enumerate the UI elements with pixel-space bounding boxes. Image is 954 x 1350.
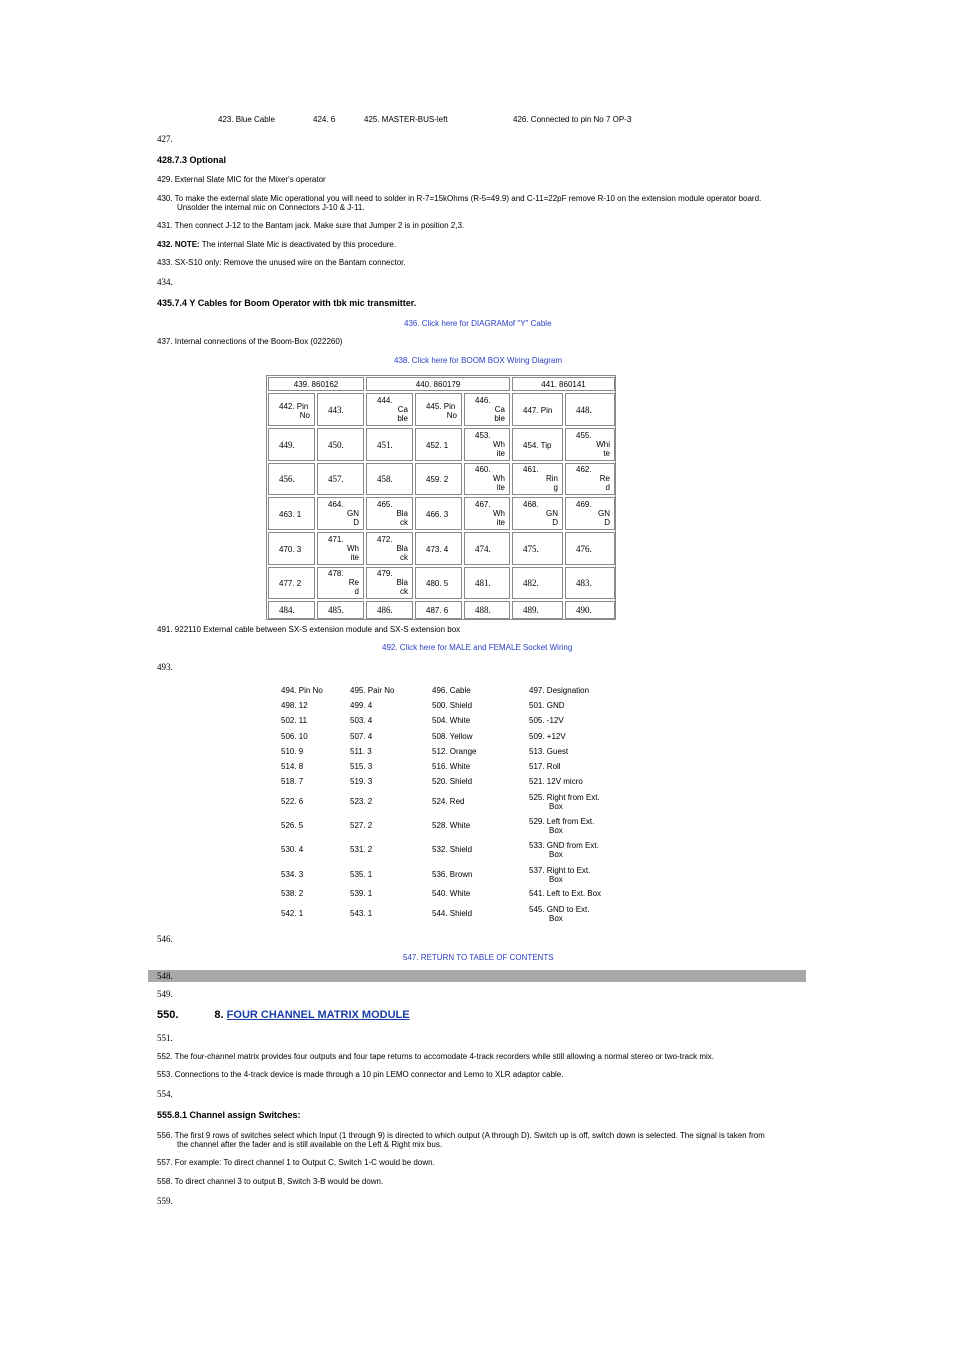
para-549: 549. [157,989,173,999]
para-430-cont: Unsolder the internal mic on Connectors J-10 & J-11. [177,203,365,212]
table-cell-text: ble [494,414,505,423]
pin-table-cell: Box [549,826,563,835]
table-cell-text: 486. [377,605,393,615]
para-434: 434. [157,277,173,287]
para-430: 430. To make the external slate Mic operational you will need to solder in R-7=15kOhms (R-5=49.9) and C-11=22pF remove R-10 on the extension module operator board. [157,194,762,203]
pin-table-cell: 519. 3 [350,777,373,786]
table-cell-text: 465. [377,500,393,509]
table-cell-text: 476. [576,544,592,554]
table-cell [268,601,315,619]
pin-table-cell: 514. 8 [281,762,304,771]
table-cell [464,428,510,461]
table-cell [565,567,615,599]
pin-table-cell: 517. Roll [529,762,561,771]
table-cell [512,532,563,565]
table-cell-text: ite [496,483,505,492]
table-cell-text: Re [599,474,610,483]
table-cell-text: 457. [328,474,344,484]
table-cell-text: 478. [328,569,344,578]
table-cell [512,497,563,530]
table-cell-text: D [604,518,610,527]
table-header-cell [268,377,364,391]
table-cell [565,532,615,565]
link-return-toc[interactable]: 547. RETURN TO TABLE OF CONTENTS [403,953,554,962]
pin-table-cell: 508. Yellow [432,732,473,741]
table-cell-text: Ca [397,405,408,414]
pin-table-cell: 507. 4 [350,732,373,741]
pin-table-cell: 545. GND to Ext. [529,905,590,914]
table-cell [317,393,364,426]
para-551: 551. [157,1033,173,1043]
table-cell-text: 455. [576,431,592,440]
pin-table-cell: 536. Brown [432,870,473,879]
pin-table-cell: 496. Cable [432,686,471,695]
table-cell [268,497,315,530]
table-cell-text: 488. [475,605,491,615]
pin-table-cell: 512. Orange [432,747,477,756]
table-cell-text: 479. [377,569,393,578]
para-491: 491. 922110 External cable between SX-S extension module and SX-S extension box [157,625,461,634]
table-cell [415,497,462,530]
para-554: 554. [157,1089,173,1099]
table-cell-text: 449. [279,440,295,450]
table-cell-text: 489. [523,605,539,615]
para-557: 557. For example: To direct channel 1 to Output C, Switch 1-C would be down. [157,1158,435,1167]
pin-table-cell: 541. Left to Ext. Box [529,889,602,898]
table-cell [464,463,510,495]
table-cell-text: Ca [494,405,505,414]
table-cell [268,428,315,461]
table-cell-text: 482. [523,578,539,588]
table-cell-text: 454. Tip [523,441,552,450]
table-cell [268,393,315,426]
para-548: 548. [157,971,173,981]
table-cell-text: 473. 4 [426,545,449,554]
pin-table-cell: 513. Guest [529,747,569,756]
table-header-cell [366,377,510,391]
pin-table-cell: 542. 1 [281,909,304,918]
table-cell-text: GN [598,509,610,518]
pin-table-cell: 511. 3 [350,747,372,756]
table-cell-text: 453. [475,431,491,440]
table-cell-text: D [353,518,359,527]
table-cell-text: Wh [493,440,505,449]
boom-box-table [266,375,616,620]
table-cell-text: 480. 5 [426,579,449,588]
table-cell [565,601,615,619]
pin-table-cell: 498. 12 [281,701,308,710]
note-label: NOTE: [174,240,200,249]
table-cell-text: D [552,518,558,527]
table-cell-text: d [354,587,359,596]
table-cell-text: 475. [523,544,539,554]
para-553: 553. Connections to the 4-track device is made through a 10 pin LEMO connector and Lemo to XLR adaptor cable. [157,1070,564,1079]
pin-table-cell: 505. -12V [529,716,564,725]
table-cell [317,428,364,461]
table-cell [464,497,510,530]
para-432 [157,240,396,249]
table-cell-text: 444. [377,396,393,405]
table-cell-text: 469. [576,500,592,509]
table-cell [565,463,615,495]
table-cell [415,393,462,426]
pin-table-cell: 494. Pin No [281,686,323,695]
table-cell [512,463,563,495]
table-cell [366,463,413,495]
table-cell-text: 472. [377,535,393,544]
table-cell [317,532,364,565]
table-cell [512,567,563,599]
table-cell [512,601,563,619]
pin-table-cell: 495. Pair No [350,686,395,695]
table-cell-text: 460. [475,465,491,474]
para-493: 493. [157,662,173,672]
table-cell-text: 450. [328,440,344,450]
para-432-num: 432. [157,240,173,249]
table-cell-text: ite [350,553,359,562]
table-cell [317,463,364,495]
table-cell [268,532,315,565]
para-558: 558. To direct channel 3 to output B, Switch 3-B would be down. [157,1177,384,1186]
table-cell [366,567,413,599]
pin-table-cell: 501. GND [529,701,565,710]
chapter-number: 8. [214,1009,224,1021]
pin-table-cell: Box [549,914,563,923]
table-cell-text: d [605,483,610,492]
pin-table-cell: 522. 6 [281,797,304,806]
table-cell [317,497,364,530]
table-cell-text: Bla [396,578,408,587]
pin-table-cell: 528. White [432,821,471,830]
table-cell-text: 485. [328,605,344,615]
table-cell-text: Rin [545,474,558,483]
pin-table-cell: 540. White [432,889,471,898]
table-cell [464,393,510,426]
table-cell-text: Bla [396,509,408,518]
link-four-channel-matrix[interactable]: FOUR CHANNEL MATRIX MODULE [226,1009,410,1021]
table-cell-text: 443. [328,405,344,415]
table-cell-text: 462. [576,465,592,474]
table-cell-text: 461. [523,465,539,474]
table-cell-text: 456. [279,474,295,484]
para-546: 546. [157,934,173,944]
pin-table-cell: 499. 4 [350,701,373,710]
pin-table-cell: 533. GND from Ext. [529,841,599,850]
table-cell-text: ite [496,518,505,527]
table-cell-text: 459. 2 [426,475,449,484]
table-cell-text: 471. [328,535,344,544]
table-header-text: 441. 860141 [541,380,586,389]
section-divider-bar [148,970,806,982]
pin-table-cell: 529. Left from Ext. [529,817,595,826]
para-552: 552. The four-channel matrix provides four outputs and four tape returns to accomodate 4-track recorders while still allowing a normal stereo or two-track mix. [157,1052,714,1061]
table-cell [366,601,413,619]
pin-table-cell: 532. Shield [432,845,473,854]
table-cell [565,428,615,461]
table-cell [464,601,510,619]
pin-table-cell: Box [549,850,563,859]
pin-table-cell: 520. Shield [432,777,473,786]
pin-table-cell: 504. White [432,716,471,725]
pin-table-cell: 538. 2 [281,889,304,898]
chapter-heading [157,1009,410,1021]
table-cell [366,428,413,461]
table-header-text: 439. 860162 [293,380,339,389]
table-header-text: 440. 860179 [415,380,461,389]
table-cell-text: 484. [279,605,295,615]
table-cell [415,532,462,565]
pin-table-cell: 534. 3 [281,870,304,879]
pin-table-cell: 544. Shield [432,909,473,918]
table-cell [464,532,510,565]
pin-table-cell: 526. 5 [281,821,304,830]
pin-table-cell: 530. 4 [281,845,304,854]
table-cell [512,428,563,461]
table-cell-text: Whi [596,440,610,449]
table-cell-text: 490. [576,605,592,615]
table-cell [366,532,413,565]
table-cell-text: 474. [475,544,491,554]
table-cell-text: 483. [576,578,592,588]
table-cell-text: Wh [347,544,359,553]
pin-table-cell: 500. Shield [432,701,473,710]
table-cell-text: 481. [475,578,491,588]
table-cell [268,567,315,599]
link-y-cable-diagram[interactable]: 436. Click here for DIAGRAMof "Y" Cable [404,319,552,328]
chapter-heading-num: 550. [157,1009,179,1021]
table-cell-text: GN [546,509,558,518]
para-556: 556. The first 9 rows of switches select which Input (1 through 9) is directed to which output (A through D). Switch up is off, switch down is selected. The signal is taken from [157,1131,765,1140]
para-431: 431. Then connect J-12 to the Bantam jack. Make sure that Jumper 2 is in position 2,3. [157,221,465,230]
table-cell-text: Wh [493,474,505,483]
table-cell-text: ite [496,449,505,458]
heading-7-4: 435.7.4 Y Cables for Boom Operator with tbk mic transmitter. [157,298,417,308]
table-cell-text: 467. [475,500,491,509]
cell-423: 423. Blue Cable [218,115,275,124]
cell-424: 424. 6 [313,115,336,124]
cell-426: 426. Connected to pin No 7 OP-3 [513,115,632,124]
pin-table-cell: 518. 7 [281,777,304,786]
table-cell-text: No [446,411,457,420]
pin-table-cell: 524. Red [432,797,465,806]
table-cell [464,567,510,599]
table-cell-text: 452. 1 [426,441,449,450]
pin-table-cell: 537. Right to Ext. [529,866,591,875]
para-433: 433. SX-S10 only: Remove the unused wire on the Bantam connector. [157,258,406,267]
cell-425: 425. MASTER-BUS-left [364,115,448,124]
table-cell-text: Bla [396,544,408,553]
pin-table-cell: 515. 3 [350,762,373,771]
table-cell-text: 468. [523,500,539,509]
pin-table-cell: 502. 11 [281,716,308,725]
pin-table-cell: 523. 2 [350,797,373,806]
table-cell-text: No [299,411,310,420]
table-cell [317,567,364,599]
table-cell-text: g [553,483,558,492]
link-socket-wiring[interactable]: 492. Click here for MALE and FEMALE Socket Wiring [382,643,573,652]
pin-table-cell: 525. Right from Ext. [529,793,600,802]
pin-table-cell: 521. 12V micro [529,777,583,786]
table-cell [415,463,462,495]
table-cell-text: 477. 2 [279,579,302,588]
para-429: 429. External Slate MIC for the Mixer's operator [157,175,326,184]
heading-7-3: 428.7.3 Optional [157,155,227,165]
pin-table-cell: 503. 4 [350,716,373,725]
note-text: The internal Slate Mic is deactivated by this procedure. [201,240,397,249]
table-cell-text: ck [400,587,408,596]
table-cell [268,463,315,495]
table-cell [512,393,563,426]
table-cell-text: 466. 3 [426,510,449,519]
pin-table-cell: 535. 1 [350,870,373,879]
table-cell [565,497,615,530]
table-cell-text: 448. [576,405,592,415]
pin-table-cell: 509. +12V [529,732,566,741]
pin-table-cell: 506. 10 [281,732,308,741]
para-556-cont: the channel after the fader and is still available on the Left & Right mix bus. [177,1140,443,1149]
table-cell [366,497,413,530]
para-427: 427. [157,134,173,144]
table-cell [415,567,462,599]
table-cell-text: 487. 6 [426,606,449,615]
table-cell-text: 458. [377,474,393,484]
table-cell [317,601,364,619]
table-cell-text: ck [400,518,408,527]
table-header-cell [512,377,615,391]
pin-table-cell: 543. 1 [350,909,373,918]
pin-table-cell: 539. 1 [350,889,373,898]
table-cell-text: 447. Pin [523,406,553,415]
table-cell [366,393,413,426]
table-cell-text: Re [348,578,359,587]
pin-table-cell: Box [549,875,563,884]
table-cell-text: 464. [328,500,344,509]
table-cell-text: te [603,449,610,458]
table-cell [415,601,462,619]
table-cell [565,393,615,426]
para-559: 559. [157,1196,173,1206]
heading-8-1: 555.8.1 Channel assign Switches: [157,1110,301,1120]
table-cell-text: 445. Pin [426,402,456,411]
pin-table-cell: 497. Designation [529,686,590,695]
table-cell-text: 446. [475,396,491,405]
table-cell-text: GN [347,509,359,518]
pin-table-cell: 510. 9 [281,747,304,756]
pin-table-cell: Box [549,802,563,811]
table-cell-text: 442. Pin [279,402,309,411]
table-cell [415,428,462,461]
link-boom-box-diagram[interactable]: 438. Click here for BOOM BOX Wiring Diagram [394,356,563,365]
pin-table-cell: 527. 2 [350,821,373,830]
table-cell-text: 463. 1 [279,510,302,519]
table-cell-text: ble [397,414,408,423]
table-cell-text: 470. 3 [279,545,302,554]
table-cell-text: Wh [493,509,505,518]
pin-table-cell: 531. 2 [350,845,373,854]
para-437: 437. Internal connections of the Boom-Box (022260) [157,337,343,346]
pin-table-cell: 516. White [432,762,471,771]
table-cell-text: 451. [377,440,393,450]
table-cell-text: ck [400,553,408,562]
